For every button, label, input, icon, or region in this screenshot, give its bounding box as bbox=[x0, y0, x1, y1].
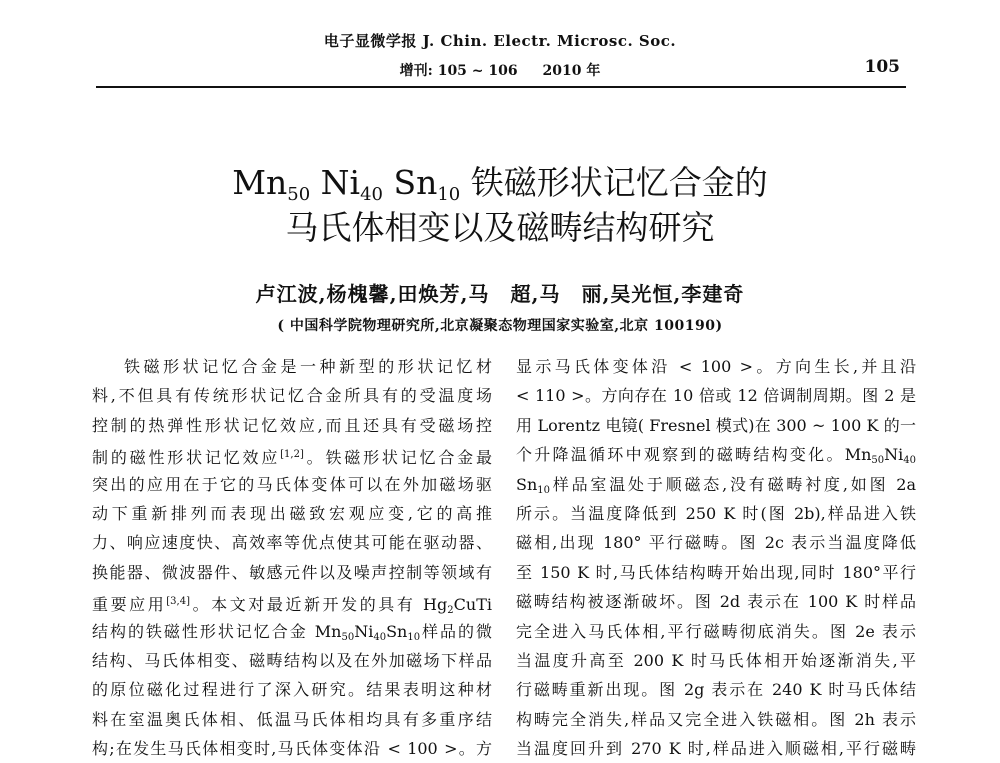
body-column-left bbox=[92, 352, 492, 763]
authors: 卢江波,杨槐馨,田焕芳,马 超,马 丽,吴光恒,李建奇 bbox=[255, 282, 745, 306]
paragraph-line: 完全进入马氏体相,平行磁畴彻底消失。图 2e 表示 bbox=[516, 621, 916, 641]
affiliation: ( 中国科学院物理研究所,北京凝聚态物理国家实验室,北京 100190) bbox=[277, 318, 723, 334]
paragraph-line: 当温度回升到 270 K 时,样品进入顺磁相,平行磁畴 bbox=[516, 739, 916, 759]
paragraph-line: 当温度升高至 200 K 时马氏体相开始逐渐消失,平 bbox=[516, 650, 916, 670]
paragraph-line: 所示。当温度降低到 250 K 时(图 2b),样品进入铁 bbox=[516, 503, 916, 523]
paragraph-line: 磁相,出现 180° 平行磁畴。图 2c 表示当温度降低 bbox=[516, 533, 916, 553]
paper-title-line-2: 马氏体相变以及磁畴结构研究 bbox=[285, 208, 715, 247]
issue-label: 增刊: 105 ~ 106 bbox=[399, 63, 518, 79]
paragraph-line: 换能器、微波器件、敏感元件以及噪声控制等领域有 bbox=[92, 562, 492, 582]
paragraph-line: 料,不但具有传统形状记忆合金所具有的受温度场 bbox=[92, 386, 492, 406]
paragraph-line: 结构的铁磁性形状记忆合金 $Mn_{50}Ni_{40}Sn_{10}$样品的微 bbox=[92, 621, 492, 643]
paragraph-line: 动下重新排列而表现出磁致宏观应变,它的高推 bbox=[92, 503, 492, 523]
paragraph-line: 突出的应用在于它的马氏体变体可以在外加磁场驱 bbox=[92, 474, 492, 494]
journal-header: 电子显微学报 J. Chin. Electr. Microsc. Soc. bbox=[323, 32, 677, 50]
paragraph-line: 铁磁形状记忆合金是一种新型的形状记忆材 bbox=[124, 357, 492, 376]
paragraph-line: 行磁畴重新出现。图 2g 表示在 240 K 时马氏体结 bbox=[516, 680, 916, 700]
issue-year: 2010 年 bbox=[542, 63, 601, 79]
paragraph-line: 用 Lorentz 电镜( Fresnel 模式)在 300 ~ 100 K 的一 bbox=[516, 415, 916, 435]
paragraph-line: 结构、马氏体相变、磁畴结构以及在外加磁场下样品 bbox=[92, 650, 492, 670]
paragraph-line: < 110 >。方向存在 10 倍或 12 倍调制周期。图 2 是 bbox=[516, 386, 916, 406]
header-rule bbox=[96, 86, 906, 88]
paragraph-line: 显示马氏体变体沿 < 100 >。方向生长,并且沿 bbox=[516, 357, 916, 376]
paragraph-fragment: 个升降温循环中观察到的磁畴结构变化。 bbox=[516, 445, 845, 465]
paragraph-line: 制的磁性形状记忆效应[1,2]。铁磁形状记忆合金最 bbox=[92, 448, 492, 468]
paragraph-line: 磁畴结构被逐渐破坏。图 2d 表示在 100 K 时样品 bbox=[516, 592, 916, 612]
page-number: 105 bbox=[864, 57, 900, 77]
paragraph-line: 至 150 K 时,马氏体结构畴开始出现,同时 180°平行 bbox=[516, 562, 916, 582]
paragraph-line: 料在室温奥氏体相、低温马氏体相均具有多重序结 bbox=[92, 709, 492, 729]
paper-title-line-1: $Mn_{50}$ $Ni_{40}$ $Sn_{10}$ 铁磁形状记忆合金的 bbox=[232, 163, 768, 205]
paragraph-line: 力、响应速度快、高效率等优点使其可能在驱动器、 bbox=[92, 533, 492, 553]
paragraph-line: 控制的热弹性形状记忆效应,而且还具有受磁场控 bbox=[92, 415, 492, 435]
paragraph-line: 构;在发生马氏体相变时,马氏体变体沿 < 100 >。方 bbox=[92, 739, 492, 759]
paragraph-line: 重要应用[3,4]。本文对最近新开发的具有 $Hg_2CuTi$ bbox=[92, 595, 492, 617]
issue-line bbox=[0, 60, 1000, 80]
paragraph-line: 的原位磁化过程进行了深入研究。结果表明这种材 bbox=[92, 680, 492, 700]
paragraph-line: 构畴完全消失,样品又完全进入铁磁相。图 2h 表示 bbox=[516, 709, 916, 729]
paragraph-line: 个升降温循环中观察到的磁畴结构变化。$Mn_{50}Ni_{40}$ bbox=[516, 445, 916, 467]
body-column-right bbox=[516, 352, 916, 763]
paragraph-line: $Sn_{10}$样品室温处于顺磁态,没有磁畴衬度,如图 2a bbox=[516, 474, 916, 496]
